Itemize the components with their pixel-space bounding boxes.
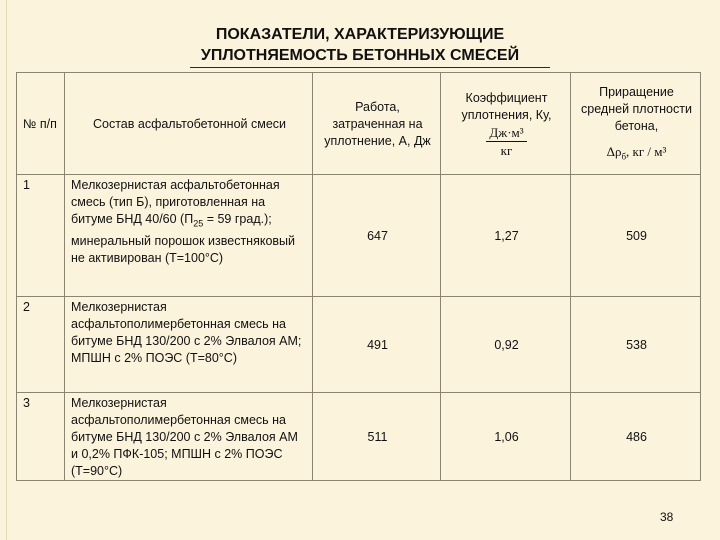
header-coefficient	[441, 73, 571, 175]
row-density-value: 486	[626, 430, 647, 444]
header-composition-text: Состав асфальтобетонной смеси	[92, 117, 287, 131]
table-row	[17, 297, 701, 393]
header-density	[571, 73, 701, 175]
header-composition	[65, 73, 313, 175]
density-unit: , кг / м³	[626, 143, 667, 159]
coefficient-unit-denominator: кг	[500, 143, 513, 158]
coefficient-unit-fraction	[486, 124, 526, 159]
row-composition	[65, 393, 313, 481]
header-density-text: Приращение средней плотности бетона,	[581, 84, 692, 133]
row-density-value: 538	[626, 338, 647, 352]
page-left-rule	[6, 0, 7, 540]
row-work	[313, 297, 441, 393]
row-density	[571, 297, 701, 393]
header-no	[17, 73, 65, 175]
title-line-1: ПОКАЗАТЕЛИ, ХАРАКТЕРИЗУЮЩИЕ	[215, 26, 505, 43]
row-work-value: 647	[367, 229, 388, 243]
composition-text-part-b: = 59 град.); минеральный порошок известняковый не активирован (Т=100°С)	[71, 212, 296, 265]
row-density	[571, 175, 701, 297]
header-work	[313, 73, 441, 175]
row-work	[313, 175, 441, 297]
row-coefficient	[441, 297, 571, 393]
row-number	[17, 393, 65, 481]
header-row	[17, 73, 701, 175]
row-number-text: 3	[23, 396, 30, 410]
composition-text: Мелкозернистая асфальтополимербетонная смесь на битуме БНД 130/200 с 2% Элвалоя АМ; МПШН с 2% ПОЭС (Т=80°С)	[71, 300, 302, 365]
row-number-text: 1	[23, 178, 30, 192]
table-row	[17, 175, 701, 297]
row-coefficient	[441, 393, 571, 481]
row-composition	[65, 297, 313, 393]
page-number: 38	[660, 510, 674, 524]
composition-text-part-a: Мелкозернистая асфальтобетонная смесь (тип Б), приготовленная на битуме БНД 40/60 (П	[71, 178, 280, 226]
row-coefficient	[441, 175, 571, 297]
row-work-value: 511	[367, 430, 388, 444]
composition-text: Мелкозернистая асфальтополимербетонная смесь на битуме БНД 130/200 с 2% Элвалоя АМ и 0,2% ПФК-105; МПШН с 2% ПОЭС (Т=90°С)	[71, 396, 298, 478]
composition-subscript: 25	[193, 218, 204, 229]
table-row	[17, 393, 701, 481]
row-density	[571, 393, 701, 481]
row-composition	[65, 175, 313, 297]
header-no-text: № п/п	[23, 117, 57, 131]
density-formula	[577, 143, 696, 166]
row-number-text: 2	[23, 300, 30, 314]
density-subscript: б	[621, 151, 627, 162]
data-table	[16, 72, 701, 481]
density-symbol: Δρ	[606, 143, 622, 159]
header-coefficient-text: Коэффициент уплотнения, Ку,	[461, 91, 552, 122]
header-work-text: Работа, затраченная на уплотнение, А, Дж	[324, 100, 431, 148]
row-number	[17, 297, 65, 393]
row-coefficient-value: 1,27	[494, 229, 519, 243]
page-title	[0, 24, 720, 66]
row-work	[313, 393, 441, 481]
coefficient-unit-numerator: Дж·м³	[486, 124, 526, 142]
row-coefficient-value: 0,92	[494, 338, 519, 352]
title-line-2: УПЛОТНЯЕМОСТЬ БЕТОННЫХ СМЕСЕЙ	[200, 47, 520, 64]
title-underline	[190, 67, 550, 68]
row-coefficient-value: 1,06	[494, 430, 519, 444]
row-work-value: 491	[367, 338, 388, 352]
row-density-value: 509	[626, 229, 647, 243]
row-number	[17, 175, 65, 297]
